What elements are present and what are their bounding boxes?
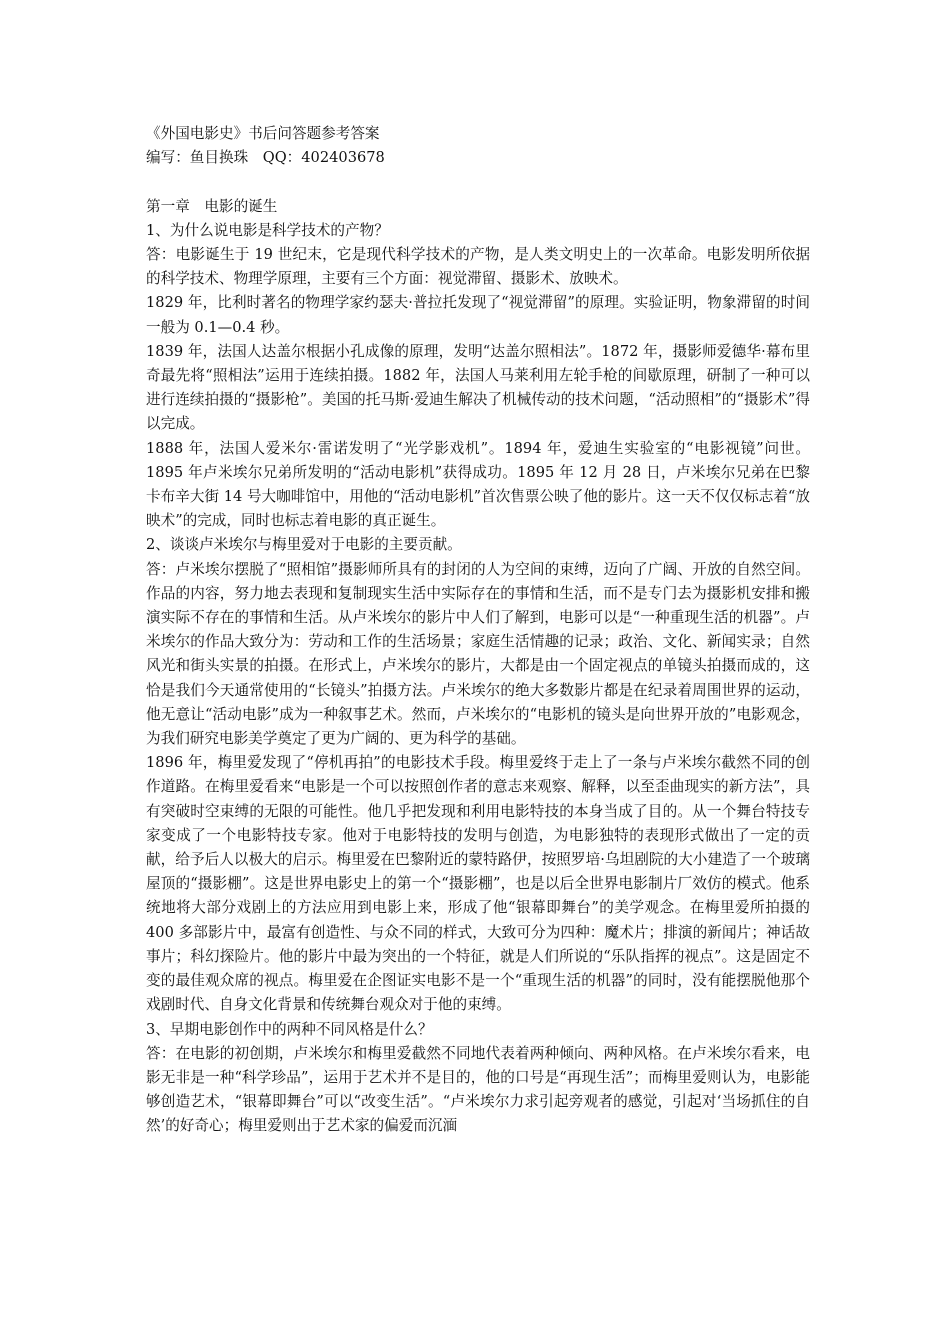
answer-paragraph: 1839 年，法国人达盖尔根据小孔成像的原理，发明“达盖尔照相法”。1872 年，摄影师爱德华·幕布里奇最先将“照相法”运用于连续拍摄。1882 年，法国人马莱利用左轮手枪的间歇原理，研制了一种可以进行连续拍摄的“摄影枪”。美国的托马斯·爱迪生解决了机械传动的技术问题，“活动照相”的“摄影术”得以完成。	[146, 342, 810, 433]
chapter-heading: 第一章 电影的诞生	[146, 197, 278, 215]
author-line: 编写：鱼目换珠 QQ：402403678	[146, 149, 385, 167]
answer-paragraph: 答：卢米埃尔摆脱了“照相馆”摄影师所具有的封闭的人为空间的束缚，迈向了广阔、开放的自然空间。作品的内容，努力地去表现和复制现实生活中实际存在的事情和生活，而不是专门去为摄影机安排和搬演实际不存在的事情和生活。从卢米埃尔的影片中人们了解到，电影可以是“一种重现生活的机器”。卢米埃尔的作品大致分为：劳动和工作的生活场景；家庭生活情趣的记录；政治、文化、新闻实录；自然风光和街头实景的拍摄。在形式上，卢米埃尔的影片，大都是由一个固定视点的单镜头拍摄而成的，这恰是我们今天通常使用的“长镜头”拍摄方法。卢米埃尔的绝大多数影片都是在纪录着周围世界的运动，他无意让“活动电影”成为一种叙事艺术。然而，卢米埃尔的“电影机的镜头是向世界开放的”电影观念，为我们研究电影美学奠定了更为广阔的、更为科学的基础。	[146, 560, 810, 748]
answer-paragraph: 答：电影诞生于 19 世纪末，它是现代科学技术的产物，是人类文明史上的一次革命。电影发明所依据的科学技术、物理学原理，主要有三个方面：视觉滞留、摄影术、放映术。	[146, 246, 810, 288]
question-2: 2、谈谈卢米埃尔与梅里爱对于电影的主要贡献。	[146, 536, 462, 554]
question-3: 3、早期电影创作中的两种不同风格是什么？	[146, 1020, 433, 1038]
answer-paragraph: 答：在电影的初创期，卢米埃尔和梅里爱截然不同地代表着两种倾向、两种风格。在卢米埃尔看来，电影无非是一种“科学珍品”，运用于艺术并不是目的，他的口号是“再现生活”；而梅里爱则认为，电影能够创造艺术，“银幕即舞台”可以“改变生活”。“卢米埃尔力求引起旁观者的感觉，引起对‘当场抓住的自然’的好奇心；梅里爱则出于艺术家的偏爱而沉湎	[146, 1044, 810, 1135]
answer-paragraph: 1888 年，法国人爱米尔·雷诺发明了“光学影戏机”。1894 年，爱迪生实验室的“电影视镜”问世。1895 年卢米埃尔兄弟所发明的“活动电影机”获得成功。1895 年 12 月 28 日，卢米埃尔兄弟在巴黎卡布辛大街 14 号大咖啡馆中，用他的“活动电影机”首次售票公映了他的影片。这一天不仅仅标志着“放映术”的完成，同时也标志着电影的真正诞生。	[146, 439, 810, 530]
blank-line	[146, 170, 810, 194]
document-title: 《外国电影史》书后问答题参考答案	[146, 125, 380, 142]
answer-paragraph: 1896 年，梅里爱发现了“停机再拍”的电影技术手段。梅里爱终于走上了一条与卢米埃尔截然不同的创作道路。在梅里爱看来“电影是一个可以按照创作者的意志来观察、解释，以至歪曲现实的新方法”，具有突破时空束缚的无限的可能性。他几乎把发现和利用电影特技的本身当成了目的。从一个舞台特技专家变成了一个电影特技专家。他对于电影特技的发明与创造，为电影独特的表现形式做出了一定的贡献，给予后人以极大的启示。梅里爱在巴黎附近的蒙特路伊，按照罗培·乌坦剧院的大小建造了一个玻璃屋顶的“摄影棚”。这是世界电影史上的第一个“摄影棚”，也是以后全世界电影制片厂效仿的模式。他系统地将大部分戏剧上的方法应用到电影上来，形成了他“银幕即舞台”的美学观念。在梅里爱所拍摄的 400 多部影片中，最富有创造性、与众不同的样式，大致可分为四种：魔术片；排演的新闻片；神话故事片；科幻探险片。他的影片中最为突出的一个特征，就是人们所说的“乐队指挥的视点”。这是固定不变的最佳观众席的视点。梅里爱在企图证实电影不是一个“重现生活的机器”的同时，没有能摆脱他那个戏剧时代、自身文化背景和传统舞台观众对于他的束缚。	[146, 754, 810, 1014]
question-1: 1、为什么说电影是科学技术的产物？	[146, 221, 389, 239]
document-page	[146, 122, 810, 1139]
answer-paragraph: 1829 年，比利时著名的物理学家约瑟夫·普拉托发现了“视觉滞留”的原理。实验证明，物象滞留的时间一般为 0.1—0.4 秒。	[146, 294, 810, 336]
